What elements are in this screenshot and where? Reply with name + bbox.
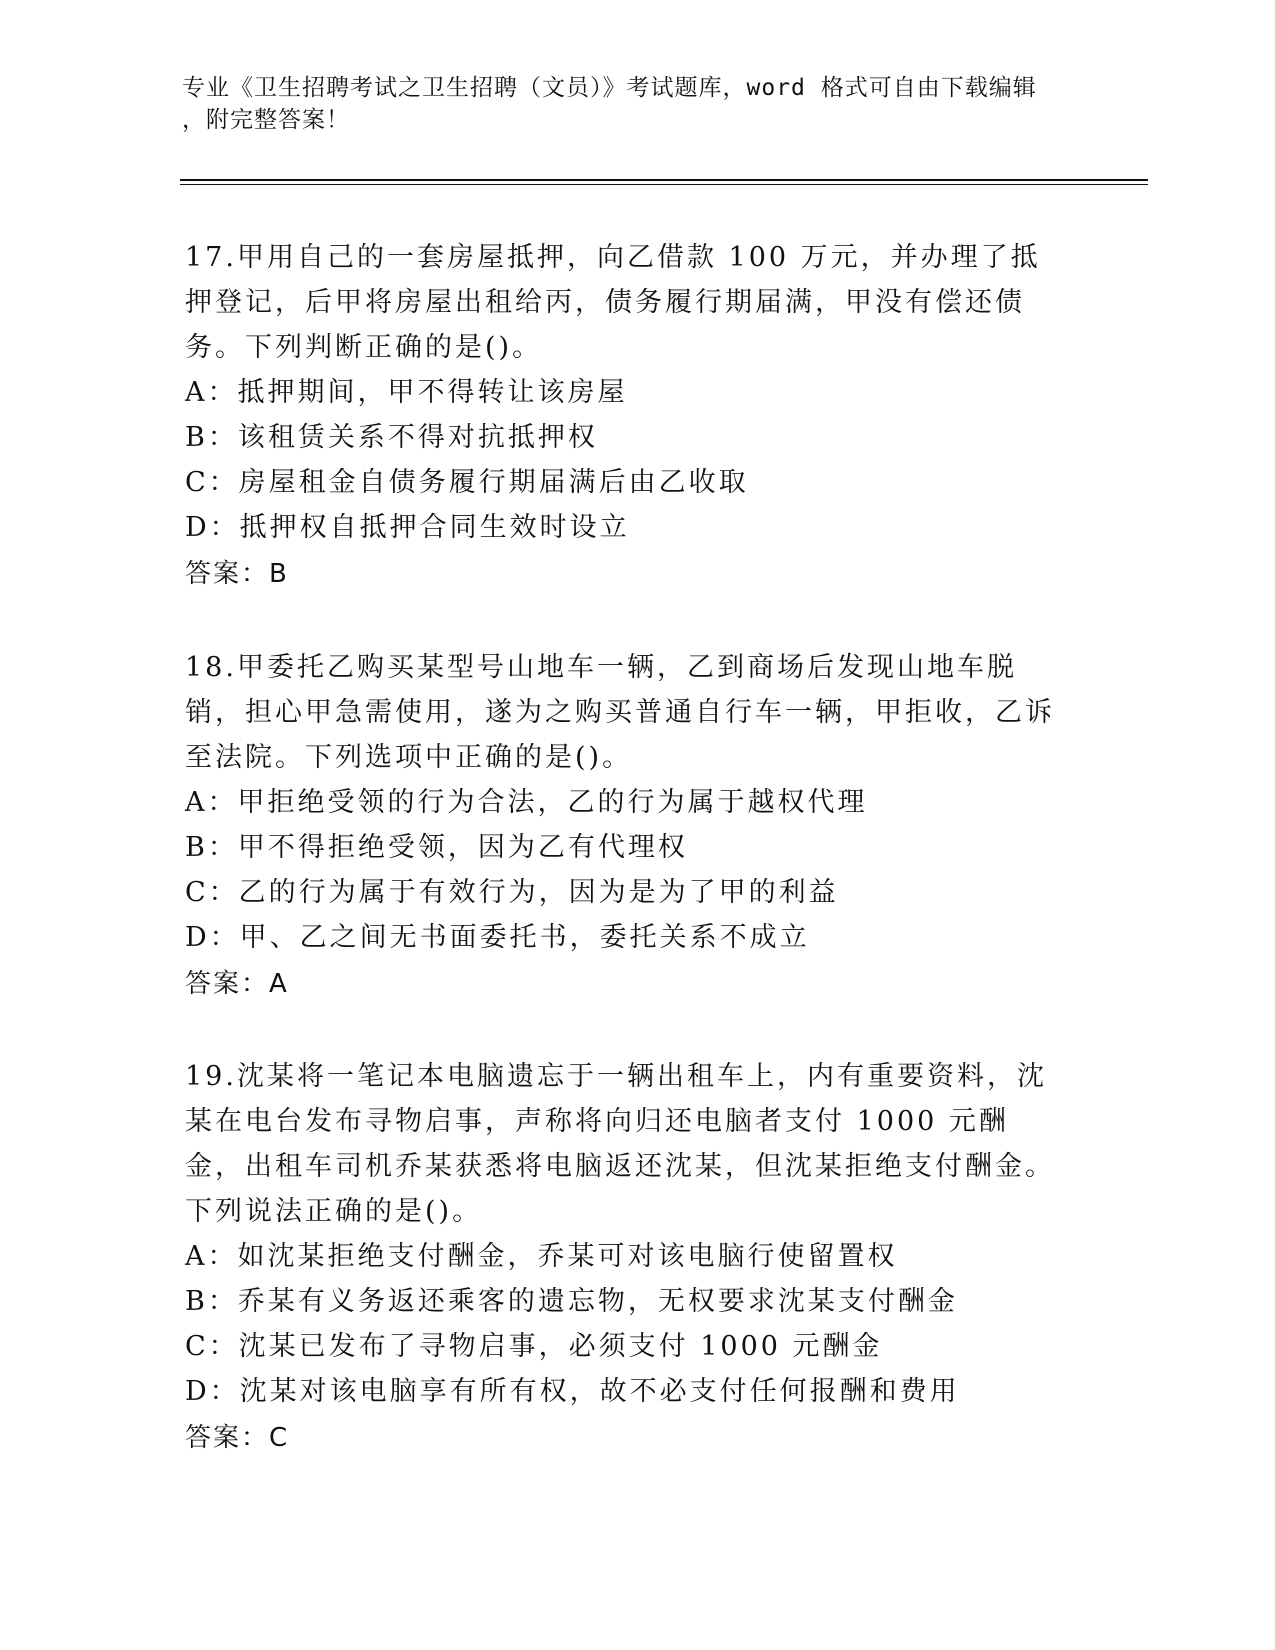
answer-line: 答案：B <box>185 559 289 589</box>
option-c: C：房屋租金自债务履行期届满后由乙收取 <box>185 467 749 498</box>
question-stem: 19.沈某将一笔记本电脑遗忘于一辆出租车上，内有重要资料，沈某在电台发布寻物启事，声称将向归还电脑者支付 1000 元酬金，出租车司机乔某获悉将电脑返还沈某，但沈某拒绝支付酬金。下列说法正确的是()。 <box>185 1061 1055 1227</box>
question-stem: 18.甲委托乙购买某型号山地车一辆，乙到商场后发现山地车脱销，担心甲急需使用，遂为之购买普通自行车一辆，甲拒收，乙诉至法院。下列选项中正确的是()。 <box>185 652 1055 773</box>
option-b: B：该租赁关系不得对抗抵押权 <box>185 422 598 453</box>
question-19 <box>185 1054 1065 1461</box>
question-stem: 17.甲用自己的一套房屋抵押，向乙借款 100 万元，并办理了抵押登记，后甲将房屋出租给丙，债务履行期届满，甲没有偿还债务。下列判断正确的是()。 <box>185 242 1041 363</box>
option-b: B：甲不得拒绝受领，因为乙有代理权 <box>185 832 688 863</box>
header-divider-thin <box>180 184 1148 185</box>
header-divider <box>180 179 1148 181</box>
option-c: C：沈某已发布了寻物启事，必须支付 1000 元酬金 <box>185 1331 883 1362</box>
header-line-2: ，附完整答案！ <box>182 107 350 133</box>
answer-line: 答案：C <box>185 1423 290 1453</box>
option-d: D：抵押权自抵押合同生效时设立 <box>185 512 630 543</box>
option-d: D：沈某对该电脑享有所有权，故不必支付任何报酬和费用 <box>185 1376 960 1407</box>
option-d: D：甲、乙之间无书面委托书，委托关系不成立 <box>185 922 810 953</box>
option-b: B：乔某有义务返还乘客的遗忘物，无权要求沈某支付酬金 <box>185 1286 958 1317</box>
option-a: A：甲拒绝受领的行为合法，乙的行为属于越权代理 <box>185 787 868 818</box>
question-17 <box>185 235 1065 597</box>
document-header <box>182 72 1082 136</box>
question-18 <box>185 645 1065 1007</box>
answer-line: 答案：A <box>185 969 289 999</box>
option-a: A：抵押期间，甲不得转让该房屋 <box>185 377 628 408</box>
option-c: C：乙的行为属于有效行为，因为是为了甲的利益 <box>185 877 839 908</box>
header-line-1: 专业《卫生招聘考试之卫生招聘（文员）》考试题库，word 格式可自由下载编辑 <box>182 75 1037 101</box>
option-a: A：如沈某拒绝支付酬金，乔某可对该电脑行使留置权 <box>185 1241 898 1272</box>
